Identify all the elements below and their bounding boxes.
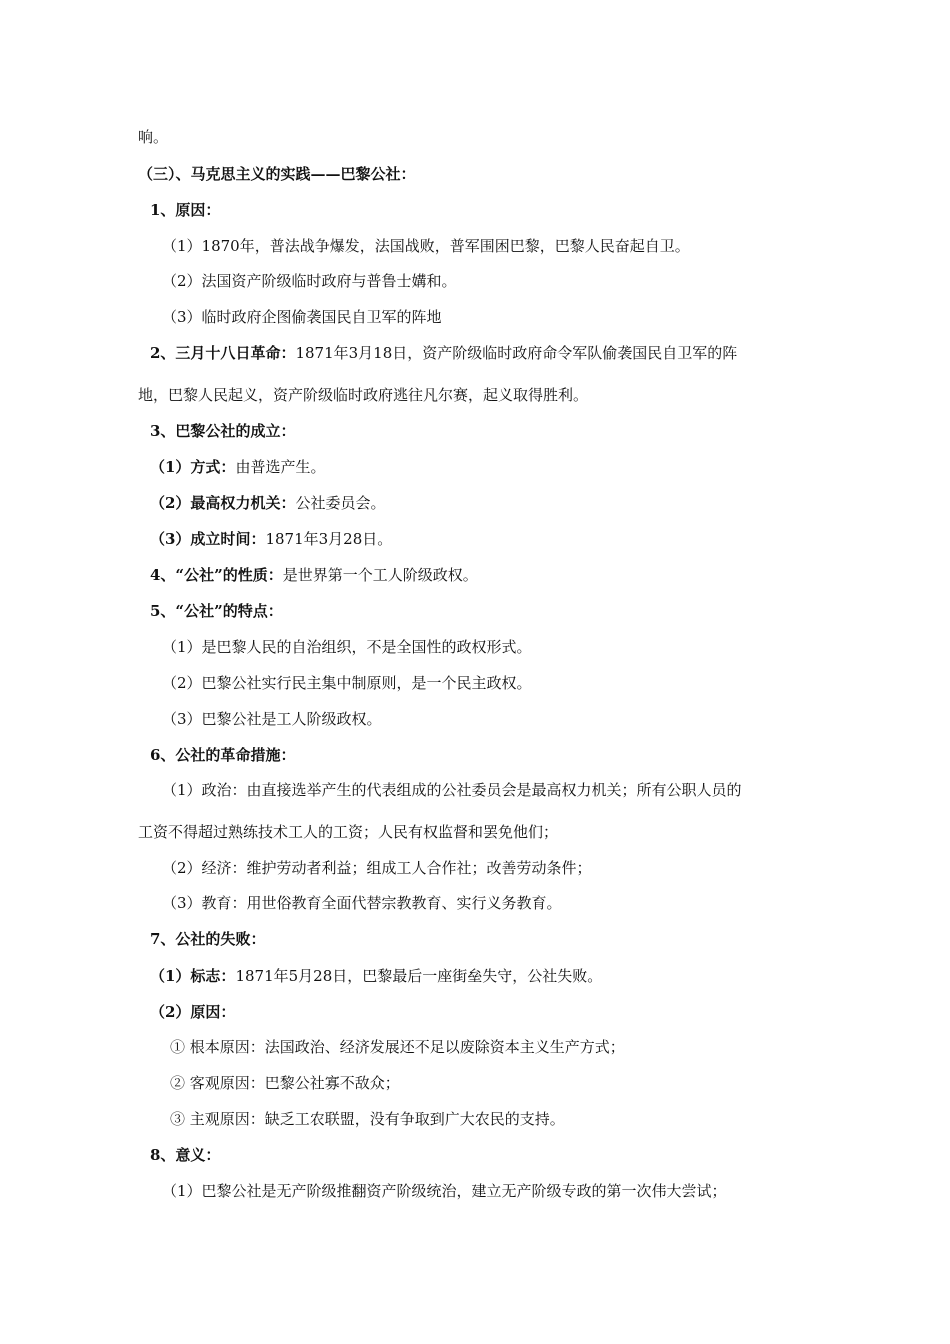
section-heading: （三）、马克思主义的实践——巴黎公社： [138,165,416,183]
list-item: （2）最高权力机关：公社委员会。 [150,494,386,512]
list-item: （3）成立时间：1871年3月28日。 [150,530,393,548]
list-item: （2）经济：维护劳动者利益；组成工人合作社；改善劳动条件； [162,859,592,877]
paragraph-continuation: 地，巴黎人民起义，资产阶级临时政府逃往凡尔赛，起义取得胜利。 [138,386,589,404]
list-item: （3）临时政府企图偷袭国民自卫军的阵地 [162,308,442,326]
list-item: （1）是巴黎人民的自治组织，不是全国性的政权形式。 [162,638,532,656]
list-item: （2）巴黎公社实行民主集中制原则，是一个民主政权。 [162,674,532,692]
list-item: （3）巴黎公社是工人阶级政权。 [162,710,382,728]
subheading-measures: 6、公社的革命措施： [150,746,296,764]
paragraph-nature: 4、“公社”的性质：是世界第一个工人阶级政权。 [150,566,478,584]
subheading-establishment: 3、巴黎公社的成立： [150,422,296,440]
subheading-significance: 8、意义： [150,1146,221,1164]
list-item: （1）巴黎公社是无产阶级推翻资产阶级统治，建立无产阶级专政的第一次伟大尝试； [162,1182,727,1200]
list-item: （1）方式：由普选产生。 [150,458,326,476]
numbered-item: ③ 主观原因：缺乏工农联盟，没有争取到广大农民的支持。 [170,1110,565,1128]
paragraph-march-18: 2、三月十八日革命：1871年3月18日，资产阶级临时政府命令军队偷袭国民自卫军的阵 [150,344,738,362]
list-item: （3）教育：用世俗教育全面代替宗教教育、实行义务教育。 [162,894,562,912]
paragraph-continuation: 响。 [138,128,169,146]
list-item: （1）标志：1871年5月28日，巴黎最后一座街垒失守，公社失败。 [150,967,603,985]
list-item: （2）法国资产阶级临时政府与普鲁士媾和。 [162,272,457,290]
numbered-item: ① 根本原因：法国政治、经济发展还不足以废除资本主义生产方式； [170,1038,625,1056]
subheading-causes: 1、原因： [150,201,221,219]
subheading-failure: 7、公社的失败： [150,930,266,948]
numbered-item: ② 客观原因：巴黎公社寡不敌众； [170,1074,400,1092]
list-item: （1）政治：由直接选举产生的代表组成的公社委员会是最高权力机关；所有公职人员的 [162,781,742,799]
paragraph-continuation: 工资不得超过熟练技术工人的工资；人民有权监督和罢免他们； [138,823,559,841]
list-item: （1）1870年，普法战争爆发，法国战败，普军围困巴黎，巴黎人民奋起自卫。 [162,237,690,255]
list-item-reasons: （2）原因： [150,1003,236,1021]
subheading-features: 5、“公社”的特点： [150,602,283,620]
